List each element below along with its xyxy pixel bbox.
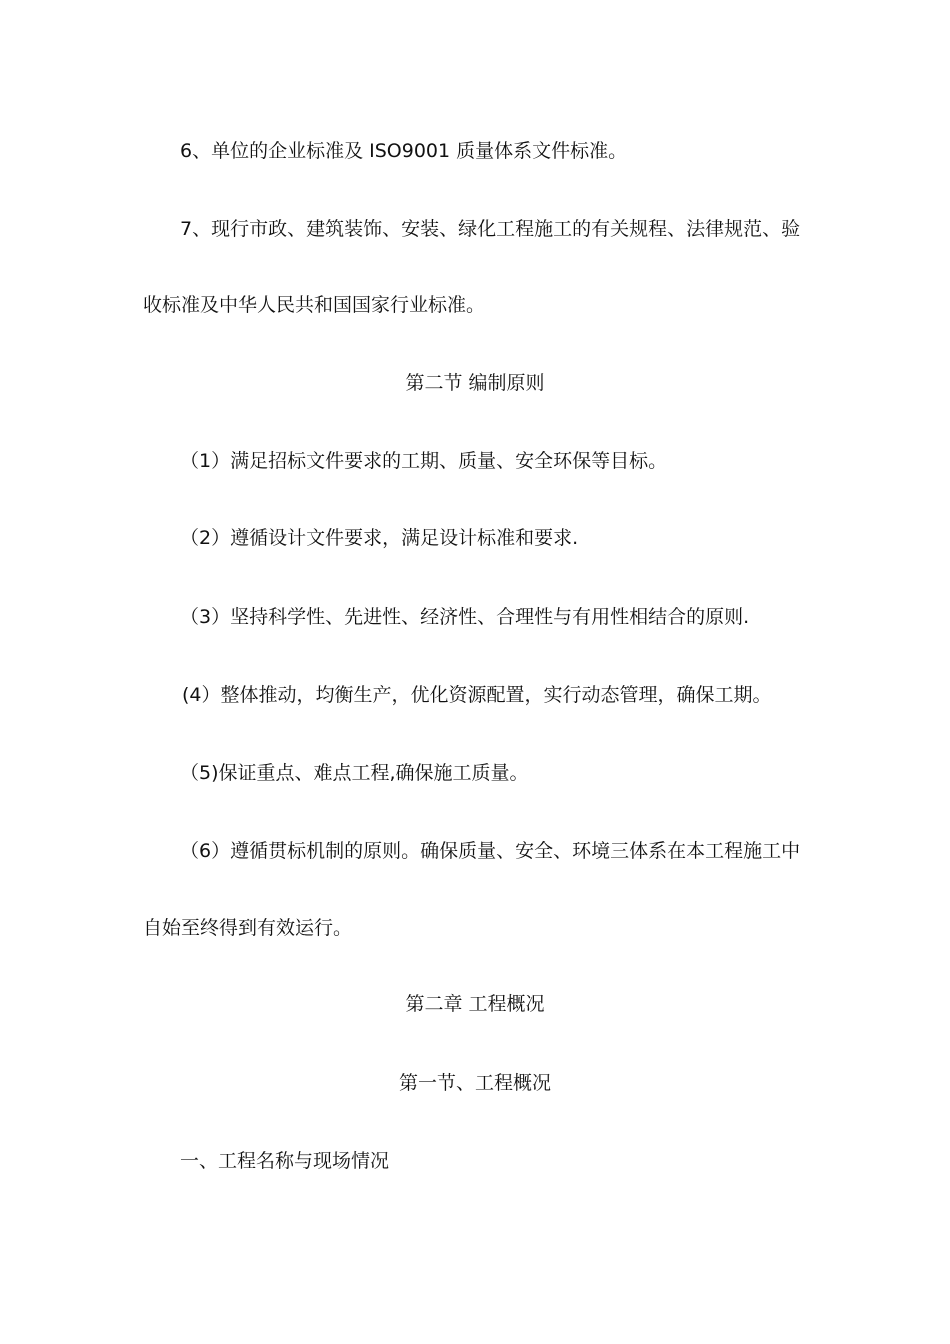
principle-item-6-line1: （6）遵循贯标机制的原则。确保质量、安全、环境三体系在本工程施工中: [180, 840, 801, 862]
paragraph-standard-7-line1: 7、现行市政、建筑装饰、安装、绿化工程施工的有关规程、法律规范、验: [180, 218, 801, 240]
principle-item-4: (4）整体推动，均衡生产，优化资源配置，实行动态管理，确保工期。: [182, 684, 772, 706]
subsection-title-project-name-site: 一、工程名称与现场情况: [180, 1150, 390, 1172]
principle-item-5: （5)保证重点、难点工程,确保施工质量。: [180, 762, 529, 784]
principle-item-1: （1）满足招标文件要求的工期、质量、安全环保等目标。: [180, 450, 668, 472]
section-title-compilation-principles: 第二节 编制原则: [405, 372, 545, 394]
section-title-project-overview: 第一节、工程概况: [398, 1072, 551, 1094]
paragraph-standard-6: 6、单位的企业标准及 ISO9001 质量体系文件标准。: [180, 140, 628, 162]
paragraph-standard-7-line2: 收标准及中华人民共和国国家行业标准。: [143, 294, 486, 316]
principle-item-2: （2）遵循设计文件要求，满足设计标准和要求.: [180, 527, 579, 549]
chapter-title-project-overview: 第二章 工程概况: [405, 993, 545, 1015]
principle-item-6-line2: 自始至终得到有效运行。: [143, 917, 353, 939]
principle-item-3: （3）坚持科学性、先进性、经济性、合理性与有用性相结合的原则.: [180, 606, 750, 628]
